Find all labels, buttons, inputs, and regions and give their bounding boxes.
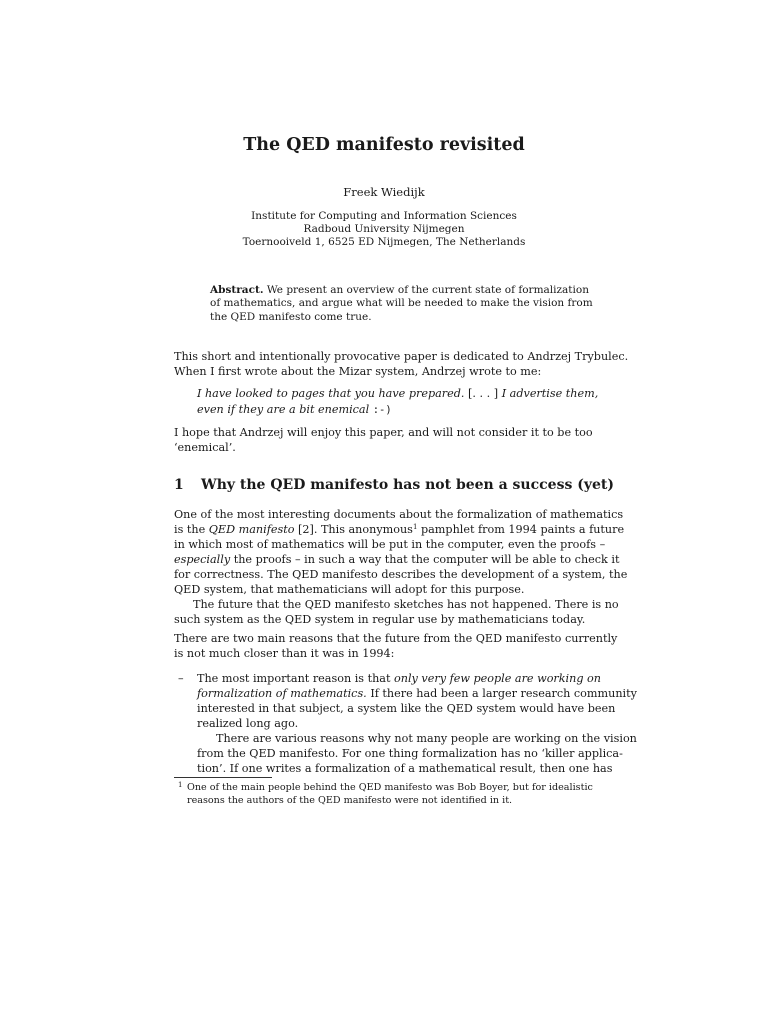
section-title: Why the QED manifesto has not been a success (yet): [201, 477, 614, 493]
paragraph-line: There are various reasons why not many people are working on the vision: [216, 732, 637, 745]
affiliation-line: Institute for Computing and Information Sciences: [251, 210, 517, 222]
paragraph-line: in which most of mathematics will be put in the computer, even the proofs –: [174, 538, 606, 551]
quote-ellipsis: [. . . ]: [468, 387, 499, 400]
paragraph-line: QED system, that mathematicians will adopt for this purpose.: [174, 583, 525, 596]
affiliation-line: Radboud University Nijmegen: [303, 223, 465, 236]
footnote-mark: 1: [178, 781, 183, 789]
paragraph-text: is the: [174, 523, 206, 536]
paragraph-line: The future that the QED manifesto sketches has not happened. There is no: [193, 598, 619, 611]
after-quote-paragraph: [174, 425, 622, 455]
paragraph-line: interested in that subject, a system like the QED system would have been: [197, 702, 616, 715]
section-number: 1: [174, 477, 184, 493]
footnote-marker: 1: [412, 523, 418, 531]
abstract-text: the QED manifesto come true.: [210, 310, 372, 323]
footnote-line: reasons the authors of the QED manifesto were not identified in it.: [187, 794, 513, 806]
section-heading: [174, 477, 634, 493]
footnote-text: [187, 782, 627, 807]
paragraph-line: There are two main reasons that the future from the QED manifesto currently: [174, 632, 618, 645]
quote-text: I have looked to pages that you have prepared.: [197, 387, 465, 400]
intro-paragraph: [174, 349, 629, 379]
section-paragraph-2: [174, 597, 622, 627]
paragraph-text: If there had been a larger research community: [370, 687, 637, 700]
abstract-text: of mathematics, and argue what will be needed to make the vision from: [210, 297, 593, 310]
section-paragraph-3: [174, 631, 622, 661]
quote-smiley: :-): [372, 403, 392, 416]
paragraph-line: from the QED manifesto. For one thing formalization has no ‘killer applica-: [197, 747, 623, 760]
paragraph-line: such system as the QED system in regular use by mathematicians today.: [174, 613, 586, 626]
affiliation: [0, 210, 768, 250]
block-quote: [197, 386, 607, 418]
intro-line: This short and intentionally provocative paper is dedicated to Andrzej Trybulec.: [174, 350, 629, 363]
emphasis-text: QED manifesto: [208, 523, 295, 536]
paragraph-line: I hope that Andrzej will enjoy this paper, and will not consider it to be too: [174, 426, 593, 439]
abstract: [210, 284, 593, 324]
paragraph-line: One of the most interesting documents about the formalization of mathematics: [174, 508, 624, 521]
quote-text: I advertise them,: [501, 387, 599, 400]
abstract-text: We present an overview of the current state of formalization: [266, 284, 589, 296]
abstract-label: Abstract.: [210, 284, 264, 296]
footnote-rule: [174, 777, 272, 778]
paragraph-text: the proofs – in such a way that the computer will be able to check it: [233, 553, 620, 566]
author-name: Freek Wiedijk: [343, 185, 425, 199]
paragraph-text: pamphlet from 1994 paints a future: [420, 523, 625, 536]
footnote-line: One of the main people behind the QED manifesto was Bob Boyer, but for idealistic: [187, 782, 593, 793]
emphasis-text: only very few people are working on: [394, 672, 601, 685]
emphasis-text: formalization of mathematics.: [197, 687, 367, 700]
paragraph-line: for correctness. The QED manifesto describes the development of a system, the: [174, 568, 628, 581]
emphasis-text: especially: [174, 553, 231, 566]
quote-text: even if they are a bit enemical: [197, 402, 370, 416]
paragraph-line: is not much closer than it was in 1994:: [174, 647, 395, 660]
paragraph-text: The most important reason is that: [197, 672, 391, 685]
section-paragraph-1: [174, 507, 628, 597]
bullet-dash: –: [178, 672, 184, 685]
paragraph-text: [2]. This anonymous: [298, 523, 413, 536]
affiliation-line: Toernooiveld 1, 6525 ED Nijmegen, The Netherlands: [242, 236, 526, 249]
bullet-content: [197, 671, 637, 776]
paragraph-line: realized long ago.: [197, 717, 299, 730]
intro-line: When I first wrote about the Mizar system, Andrzej wrote to me:: [174, 365, 542, 378]
paragraph-line: tion’. If one writes a formalization of a mathematical result, then one has: [197, 762, 613, 775]
paper-title: The QED manifesto revisited: [243, 135, 525, 155]
paragraph-line: ‘enemical’.: [174, 441, 236, 454]
